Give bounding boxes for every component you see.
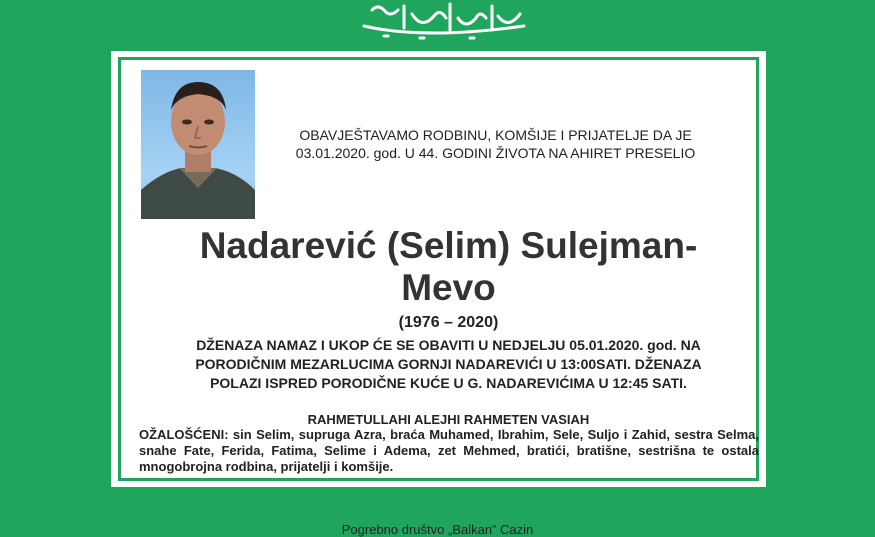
- card-green-border: [118, 57, 759, 481]
- death-notice-text: [261, 126, 730, 162]
- deceased-name-line-2: Mevo: [401, 267, 496, 308]
- funeral-line-1: DŽENAZA NAMAZ I UKOP ĆE SE OBAVITI U NEDJELJU 05.01.2020. god. NA: [196, 337, 701, 353]
- deceased-name: [121, 225, 776, 309]
- deceased-portrait-photo: [141, 70, 255, 219]
- arabic-calligraphy-header: [0, 0, 875, 46]
- prayer-line: RAHMETULLAHI ALEJHI RAHMETEN VASIAH: [307, 412, 590, 427]
- life-years: (1976 – 2020): [398, 314, 499, 331]
- deceased-name-line-1: Nadarević (Selim) Sulejman-: [199, 225, 698, 266]
- notice-line-2: 03.01.2020. god. U 44. GODINI ŽIVOTA NA AHIRET PRESELIO: [295, 145, 696, 161]
- funeral-details: [161, 336, 736, 393]
- obituary-card: [111, 51, 766, 487]
- funeral-line-2: PORODIČNIM MEZARLUCIMA GORNJI NADAREVIĆI U 13:00SATI. DŽENAZA: [195, 356, 702, 372]
- funeral-line-3: POLAZI ISPRED PORODIČNE KUĆE U G. NADAREVIĆIMA U 12:45 SATI.: [210, 375, 687, 391]
- notice-line-1: OBAVJEŠTAVAMO RODBINU, KOMŠIJE I PRIJATELJE DA JE: [299, 127, 692, 143]
- mourners-list: OŽALOŠĆENI: sin Selim, supruga Azra, braća Muhamed, Ibrahim, Sele, Suljo i Zahid, sestra Selma, snahe Fate, Ferida, Fatima, Selime i Adema, zet Mehmed, bratići, bratišne, sestrišna te ostala mnogobrojna rodbina, prijatelji i komšije.: [139, 427, 759, 474]
- funeral-home-footer: Pogrebno društvo „Balkan” Cazin: [341, 522, 534, 537]
